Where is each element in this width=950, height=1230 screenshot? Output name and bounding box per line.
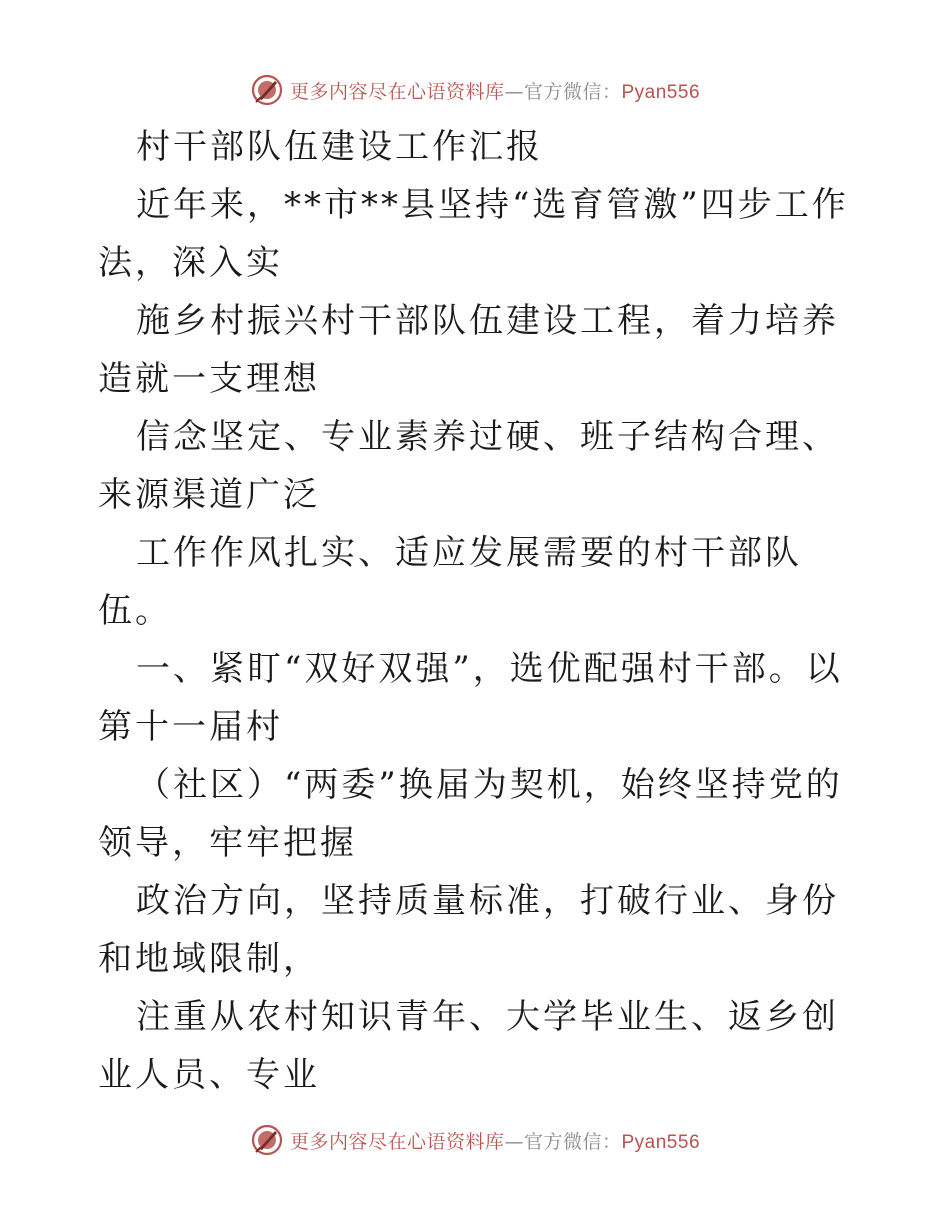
feather-pen-logo-icon	[250, 1123, 284, 1157]
paragraph: （社区）“两委”换届为契机，始终坚持党的领导，牢牢把握	[98, 765, 843, 863]
paragraph: 工作作风扎实、适应发展需要的村干部队伍。	[98, 533, 802, 631]
watermark-separator: —	[504, 80, 524, 103]
watermark-wechat-label: 官方微信：	[523, 80, 622, 103]
paragraph: 政治方向，坚持质量标准，打破行业、身份和地域限制，	[98, 881, 839, 979]
document-body	[98, 118, 858, 1104]
paragraph: 施乡村振兴村干部队伍建设工程，着力培养造就一支理想	[98, 301, 839, 399]
watermark-site-text: 更多内容尽在心语资料库	[289, 1130, 505, 1153]
document-title: 村干部队伍建设工作汇报	[136, 127, 543, 167]
watermark-account: Pyan556	[621, 1131, 701, 1153]
header-watermark	[0, 70, 950, 110]
watermark-account: Pyan556	[621, 81, 701, 103]
section-heading-paragraph: 一、紧盯“双好双强”，选优配强村干部。以第十一届村	[98, 649, 843, 747]
paragraph: 注重从农村知识青年、大学毕业生、返乡创业人员、专业	[98, 997, 839, 1095]
feather-pen-logo-icon	[250, 73, 284, 107]
paragraph: 近年来，**市**县坚持“选育管激”四步工作法，深入实	[98, 185, 849, 283]
footer-watermark-text	[290, 1127, 700, 1154]
watermark-wechat-label: 官方微信：	[523, 1130, 622, 1153]
header-watermark-text	[290, 77, 700, 104]
watermark-site-text: 更多内容尽在心语资料库	[289, 80, 505, 103]
paragraph: 信念坚定、专业素养过硬、班子结构合理、来源渠道广泛	[98, 417, 839, 515]
watermark-separator: —	[504, 1130, 524, 1153]
footer-watermark	[0, 1120, 950, 1160]
